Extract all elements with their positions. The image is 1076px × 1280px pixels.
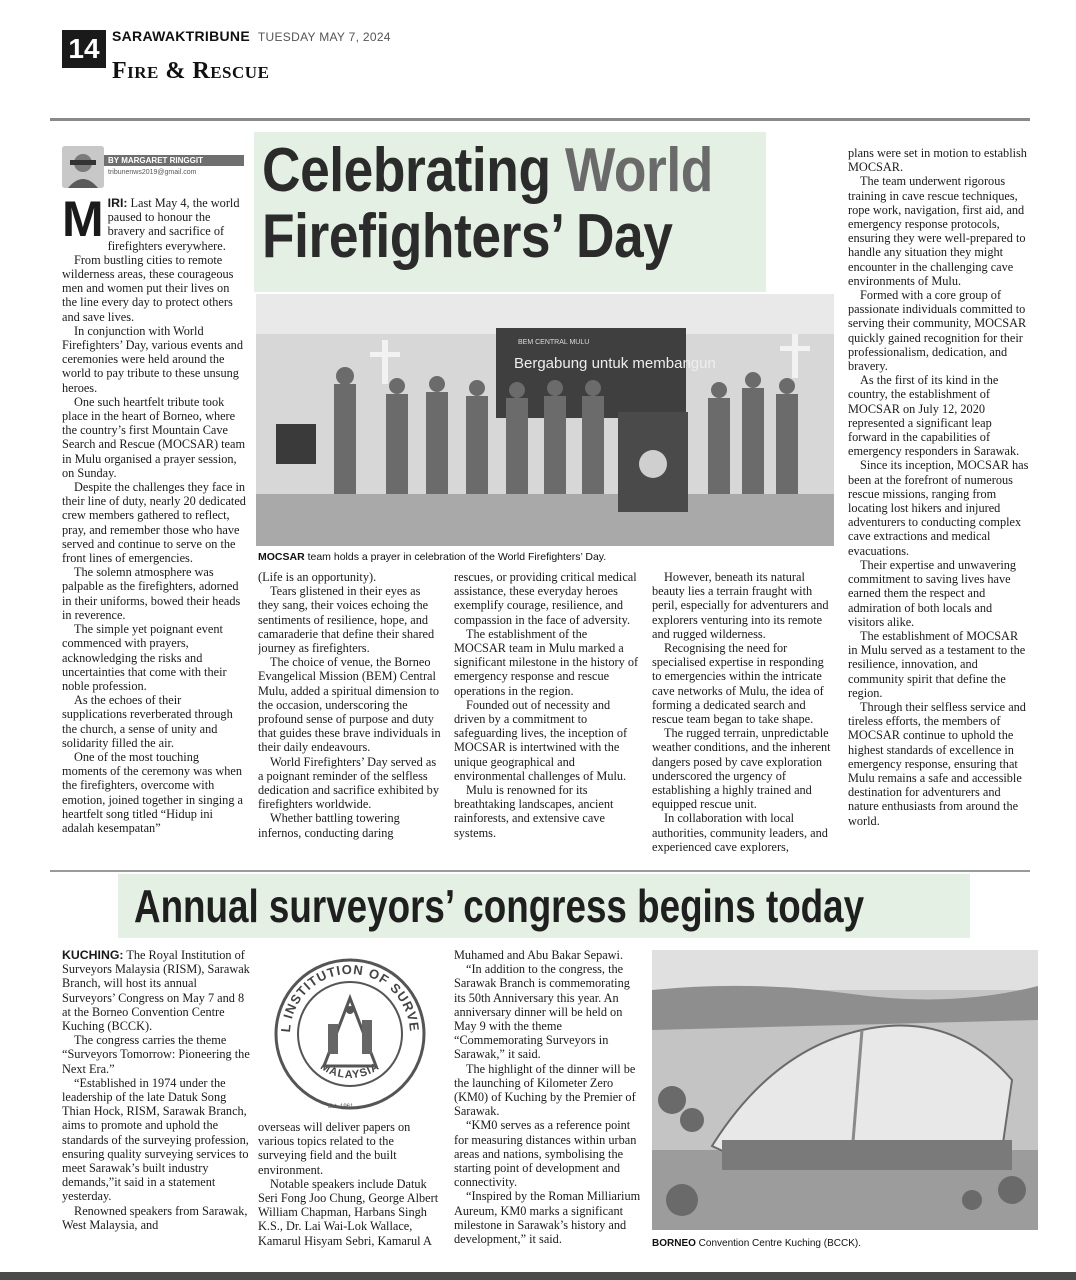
byline-email: tribunenws2019@gmail.com <box>108 169 197 176</box>
brand-name: SARAWAKTRIBUNE <box>112 28 250 44</box>
firefighters-photo <box>256 294 834 546</box>
section-title: Fire & Rescue <box>112 58 270 84</box>
photo-caption: MOCSAR team holds a prayer in celebration of the World Firefighters’ Day. <box>258 551 607 563</box>
article1-column-2: (Life is an opportunity). Tears glistened in their eyes as they sang, their voices echoing the sentiments of resilience, hope, and camaraderie that define their shared journey as firefighters. The choice of venue, the Borneo Evangelical Mission (BEM) Central Mulu, added a spiritual dimension to the occasion, underscoring the profound sense of purpose and duty that guides these brave individuals in their daily endeavours. World Firefighters’ Day served as a poignant reminder of the selfless dedication and sacrifice exhibited by firefighters worldwide. Whether battling towering infernos, conducting daring <box>258 570 441 840</box>
header-rule <box>50 118 1030 121</box>
issue-date: TUESDAY MAY 7, 2024 <box>257 30 391 44</box>
article2-column-3: Muhamed and Abu Bakar Sepawi. “In addition to the congress, the Sarawak Branch is commemorating its 50th Anniversary this year. An anniversary dinner will be held on May 9 with the theme “Commemorating Surveyors in Sarawak,” it said. The highlight of the dinner will be the launching of Kilometer Zero (KM0) of Kuching by the Premier of Sarawak. “KM0 serves as a reference point for measuring distances within urban areas and nations, symbolising the starting point of development and connectivity. “Inspired by the Roman Milliarium Aureum, KM0 marks a significant milestone in Sarawak’s history and development,” it said. <box>454 948 641 1247</box>
article2-column-2: overseas will deliver papers on various topics related to the surveying field and the built environment. Notable speakers include Datuk Seri Fong Joo Chung, George Albert William Chapman, Harbans Singh K.S., Dr. Lai Wai-Lok Wallace, Kamarul Hisyam Sebri, Kamarul A <box>258 1120 439 1248</box>
bcck-photo <box>652 950 1038 1230</box>
banner-small-text: BEM CENTRAL MULU <box>518 339 590 346</box>
section-divider <box>50 870 1030 872</box>
author-avatar <box>62 146 104 188</box>
logo-established: Est. 1961 <box>328 1104 354 1110</box>
byline-author: BY MARGARET RINGGIT <box>104 155 244 166</box>
logo-top-text: L INSTITUTION OF SURVE <box>277 961 423 1033</box>
article-headline: Celebrating World Firefighters’ Day <box>262 136 713 271</box>
svg-text:ROYAL INSTITUTION OF SURVEYORS <box>270 954 422 1033</box>
article1-column-3: rescues, or providing critical medical assistance, these everyday heroes exemplify courage, resilience, and compassion in the face of adversity. The establishment of the MOCSAR team in Mulu marked a significant milestone in the history of emergency response and rescue operations in the region. Founded out of necessity and driven by a commitment to safeguarding lives, the inception of MOCSAR is intertwined with the unique geographical and environmental challenges of Mulu. Mulu is renowned for its breathtaking landscapes, ancient rainforests, and extensive cave systems. <box>454 570 639 840</box>
banner-text: Bergabung untuk membangun <box>514 355 716 372</box>
page-number: 14 <box>62 30 106 68</box>
article1-column-1: MIRI: Last May 4, the world paused to honour the bravery and sacrifice of firefighters everywhere. From bustling cities to remote wilderness areas, these courageous men and women put their lives on the line every day to protect others and save lives. In conjunction with World Firefighters’ Day, various events and ceremonies were held around the world to pay tribute to these unsung heroes. One such heartfelt tribute took place in the heart of Borneo, where the country’s first Mountain Cave Search and Rescue (MOCSAR) team in Mulu organised a prayer session, on Sunday. Despite the challenges they face in their line of duty, nearly 20 dedicated crew members gathered to reflect, pray, and remember those who have served and continue to serve on the front lines of emergencies. The solemn atmosphere was palpable as the firefighters, adorned in their uniforms, bowed their heads in reverence. The simple yet poignant event commenced with prayers, acknowledging the risks and uncertainties that come with their noble profession. As the echoes of their supplications reverberated through the church, a sense of unity and solidarity filled the air. One of the most touching moments of the ceremony was when the firefighters, overcome with emotion, joined together in singing a heartfelt song titled “Hidup ini adalah kesempatan” <box>62 196 246 835</box>
article2-headline: Annual surveyors’ congress begins today <box>134 880 865 932</box>
masthead <box>112 28 391 44</box>
svg-text:MALAYSIA <box>318 1060 382 1081</box>
article1-column-4: However, beneath its natural beauty lies a terrain fraught with peril, especially for adventurers and explorers venturing into its remote and rugged wilderness. Recognising the need for specialised expertise in responding to emergencies within the intricate cave networks of Mulu, the idea of forming a dedicated search and rescue team began to take shape. The rugged terrain, unpredictable weather conditions, and the inherent dangers posed by cave exploration underscored the urgency of establishing a highly trained and equipped rescue unit. In collaboration with local authorities, community leaders, and experienced cave explorers, <box>652 570 831 854</box>
bcck-caption: BORNEO Convention Centre Kuching (BCCK). <box>652 1238 861 1249</box>
logo-bottom-text: MALAYSIA <box>318 1060 382 1082</box>
article1-column-5: plans were set in motion to establish MOCSAR. The team underwent rigorous training in cave rescue techniques, rope work, navigation, first aid, and emergency response protocols, ensuring they were well-prepared to handle any situation they might encounter in the challenging cave environments of Mulu. Formed with a core group of passionate individuals committed to serving their community, MOCSAR quickly gained recognition for their professionalism, dedication, and bravery. As the first of its kind in the country, the establishment of MOCSAR on July 12, 2020 represented a significant leap forward in the capabilities of emergency responders in Sarawak. Since its inception, MOCSAR has been at the forefront of numerous rescue missions, ranging from locating lost hikers and injured adventurers to conducting complex cave extractions and medical evacuations. Their expertise and unwavering commitment to saving lives have earned them the respect and admiration of both locals and visitors alike. The establishment of MOCSAR in Mulu served as a testament to the resilience, innovation, and community spirit that define the region. Through their selfless service and tireless efforts, the members of MOCSAR continue to uphold the highest standards of excellence in emergency response, ensuring that Mulu remains a safe and accessible destination for adventurers and nature enthusiasts from around the world. <box>848 146 1029 828</box>
rism-logo <box>270 954 430 1114</box>
article2-column-1: KUCHING: The Royal Institution of Surveyors Malaysia (RISM), Sarawak Branch, will host its annual Surveyors’ Congress on May 7 and 8 at the Borneo Convention Centre Kuching (BCCK). The congress carries the theme “Surveyors Tomorrow: Pioneering the Next Era.” “Established in 1974 under the leadership of the late Datuk Song Thian Hock, RISM, Sarawak Branch, aims to promote and uphold the standards of the surveying profession, ensuring quality surveying services to meet Sarawak’s built industry demands,”it said in a statement yesterday. Renowned speakers from Sarawak, West Malaysia, and <box>62 948 250 1232</box>
bottom-bar <box>0 1272 1076 1280</box>
